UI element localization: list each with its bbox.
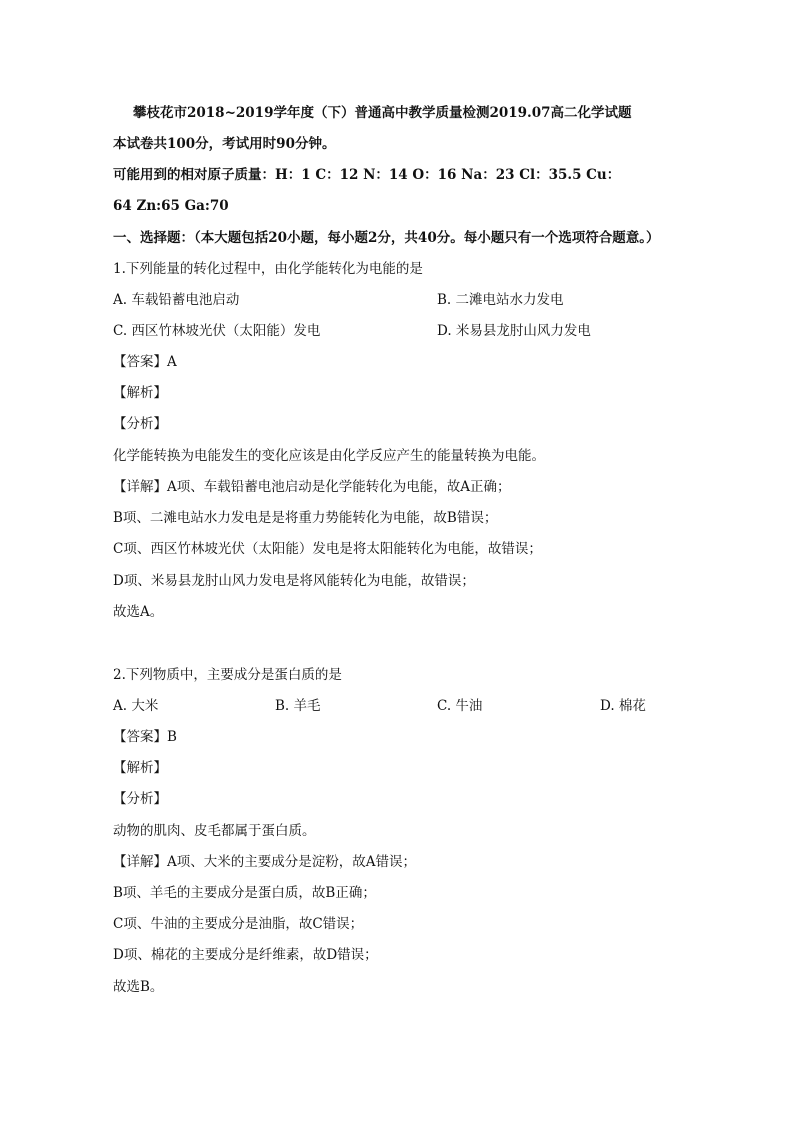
q1-fenxi-label: 【分析】 bbox=[113, 416, 167, 432]
q1-detail-c: C项、西区竹林坡光伏（太阳能）发电是将太阳能转化为电能，故错误； bbox=[113, 541, 542, 557]
q1-conclusion: 故选A。 bbox=[113, 604, 164, 620]
q2-option-c: C. 牛油 bbox=[437, 698, 483, 714]
q1-option-a: A. 车载铅蓄电池启动 bbox=[113, 292, 240, 308]
section-heading: 一、选择题：（本大题包括20小题，每小题2分，共40分。每小题只有一个选项符合题意。） bbox=[113, 230, 660, 246]
q2-option-b: B. 羊毛 bbox=[275, 698, 321, 714]
exam-title: 攀枝花市2018~2019学年度（下）普通高中教学质量检测2019.07高二化学试题 bbox=[133, 105, 632, 121]
q1-analysis: 化学能转换为电能发生的变化应该是由化学反应产生的能量转换为电能。 bbox=[113, 448, 545, 464]
q1-detail-d: D项、米易县龙肘山风力发电是将风能转化为电能，故错误； bbox=[113, 573, 475, 589]
q1-detail-a: 【详解】A项、车载铅蓄电池启动是化学能转化为电能，故A正确； bbox=[113, 479, 511, 495]
q2-option-a: A. 大米 bbox=[113, 698, 159, 714]
exam-info-atomic-mass-cont: 64 Zn:65 Ga:70 bbox=[113, 198, 229, 214]
q1-option-b: B. 二滩电站水力发电 bbox=[437, 292, 564, 308]
q2-conclusion: 故选B。 bbox=[113, 979, 164, 995]
q1-option-c: C. 西区竹林坡光伏（太阳能）发电 bbox=[113, 323, 321, 339]
q2-detail-b: B项、羊毛的主要成分是蛋白质，故B正确； bbox=[113, 885, 376, 901]
exam-info-atomic-mass: 可能用到的相对原子质量：H：1 C：12 N：14 O：16 Na：23 Cl：35.5 Cu： bbox=[113, 167, 621, 183]
q2-answer: 【答案】B bbox=[113, 729, 177, 745]
q2-analysis: 动物的肌肉、皮毛都属于蛋白质。 bbox=[113, 823, 316, 839]
q2-option-d: D. 棉花 bbox=[600, 698, 646, 714]
q1-option-d: D. 米易县龙肘山风力发电 bbox=[437, 323, 591, 339]
q2-stem: 2.下列物质中，主要成分是蛋白质的是 bbox=[113, 667, 342, 683]
q2-jiexi-label: 【解析】 bbox=[113, 760, 167, 776]
q2-detail-d: D项、棉花的主要成分是纤维素，故D错误； bbox=[113, 947, 378, 963]
exam-info-score: 本试卷共100分，考试用时90分钟。 bbox=[113, 136, 336, 152]
q1-detail-b: B项、二滩电站水力发电是是将重力势能转化为电能，故B错误； bbox=[113, 510, 498, 526]
q1-answer: 【答案】A bbox=[113, 354, 177, 370]
q2-detail-c: C项、牛油的主要成分是油脂，故C错误； bbox=[113, 916, 364, 932]
q1-stem: 1.下列能量的转化过程中，由化学能转化为电能的是 bbox=[113, 261, 423, 277]
q2-detail-a: 【详解】A项、大米的主要成分是淀粉，故A错误； bbox=[113, 854, 416, 870]
q1-jiexi-label: 【解析】 bbox=[113, 385, 167, 401]
q2-fenxi-label: 【分析】 bbox=[113, 791, 167, 807]
